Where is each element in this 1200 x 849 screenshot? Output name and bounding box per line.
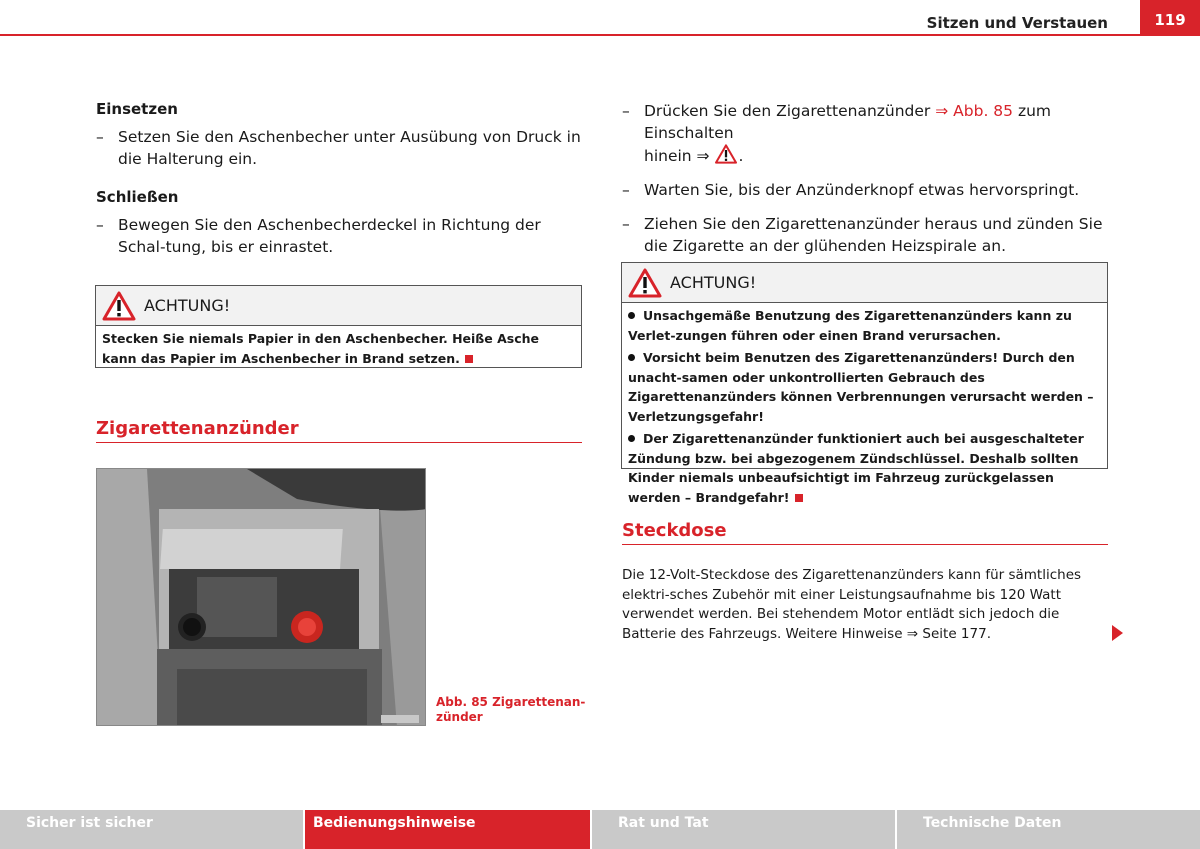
bullet-icon [628,354,635,361]
warning-item-text: Unsachgemäße Benutzung des Zigarettenanzünders kann zu Verlet-zungen führen oder einen Brand verursachen. [628,308,1072,343]
lighter-step-1-text-c: hinein ⇒ [644,147,710,165]
warning-label: ACHTUNG! [670,273,757,292]
warning-item [628,348,1101,426]
warning-box-right [621,262,1108,505]
warning-triangle-icon [714,144,738,164]
warning-item-text: Der Zigarettenanzünder funktioniert auch bei ausgeschalteter Zündung bzw. bei abgezogenem Zündschlüssel. Deshalb sollten Kinder niemals unbeaufsichtigt im Fahrzeug zurückgelassen werden – Brandgefahr! [628,431,1084,505]
lighter-step-3: – Ziehen Sie den Zigarettenanzünder heraus und zünden Sie die Zigarette an der glühenden Heizspirale an. [622,213,1108,257]
footer-tab-advice[interactable]: Rat und Tat [592,810,895,849]
close-heading: Schließen [96,188,179,206]
insert-heading: Einsetzen [96,100,178,118]
figure-reference-link[interactable]: Abb. 85 [953,102,1014,120]
section-title-socket: Steckdose [622,520,727,541]
figure-caption-line1: Abb. 85 Zigarettenan- [436,695,586,709]
warning-triangle-icon [628,268,662,298]
end-marker [465,355,473,363]
section-title-lighter: Zigarettenanzünder [96,418,299,439]
warning-header [96,286,581,326]
warning-label: ACHTUNG! [144,296,231,315]
lighter-step-1: – Drücken Sie den Zigarettenanzünder ⇒ Abb. 85 zum Einschalten hinein ⇒ . [622,100,1108,167]
bullet-icon [628,312,635,319]
section-rule-lighter [96,442,582,443]
warning-item-text: Vorsicht beim Benutzen des Zigarettenanzünders! Durch den unacht-samen oder unkontrollierten Gebrauch des Zigarettenanzünders können Verbrennungen verursacht werden – Verletzungsgefahr! [628,350,1094,424]
figure-caption-line2: zünder [436,710,483,724]
header-rule [0,34,1200,36]
lighter-step-1-text-a: Drücken Sie den Zigarettenanzünder [644,102,936,120]
figure-caption [436,695,585,725]
warning-box-left [95,285,582,368]
warning-item [628,306,1101,345]
right-column [622,100,1108,257]
end-marker [795,494,803,502]
warning-body [96,326,581,370]
warning-item [628,429,1101,507]
lighter-step-1-text-b: zum Einschalten [644,102,1052,142]
figure-ref-arrow: ⇒ [935,102,949,120]
footer-nav [0,810,1200,849]
console-illustration [97,469,426,726]
warning-header [622,263,1107,303]
left-column [96,100,582,258]
lighter-step-2: – Warten Sie, bis der Anzünderknopf etwas hervorspringt. [622,179,1108,201]
socket-paragraph: Die 12-Volt-Steckdose des Zigarettenanzünders kann für sämtliches elektri-sches Zubehör mit einer Leistungsaufnahme bis 120 Watt verwendet werden. Bei stehendem Motor entlädt sich jedoch die Batterie des Fahrzeugs. Weitere Hinweise ⇒ Seite 177. [622,567,1082,642]
footer-tab-operation[interactable]: Bedienungshinweise [305,810,590,849]
next-page-arrow-icon[interactable] [1112,625,1123,641]
warning-triangle-icon [102,291,136,321]
warning-text: Stecken Sie niemals Papier in den Aschenbecher. Heiße Asche kann das Papier im Aschenbecher in Brand setzen. [102,331,540,366]
bullet-icon [628,435,635,442]
close-step: – Bewegen Sie den Aschenbecherdeckel in Richtung der Schal-tung, bis er einrastet. [96,214,582,258]
figure-cigarette-lighter [96,468,426,726]
footer-tab-technical[interactable]: Technische Daten [897,810,1200,849]
running-header-title: Sitzen und Verstauen [926,14,1108,32]
page-number: 119 [1140,0,1200,36]
insert-step: – Setzen Sie den Aschenbecher unter Ausübung von Druck in die Halterung ein. [96,126,582,170]
footer-tab-safety[interactable]: Sicher ist sicher [0,810,303,849]
section-rule-socket [622,544,1108,545]
warning-body [622,303,1107,512]
